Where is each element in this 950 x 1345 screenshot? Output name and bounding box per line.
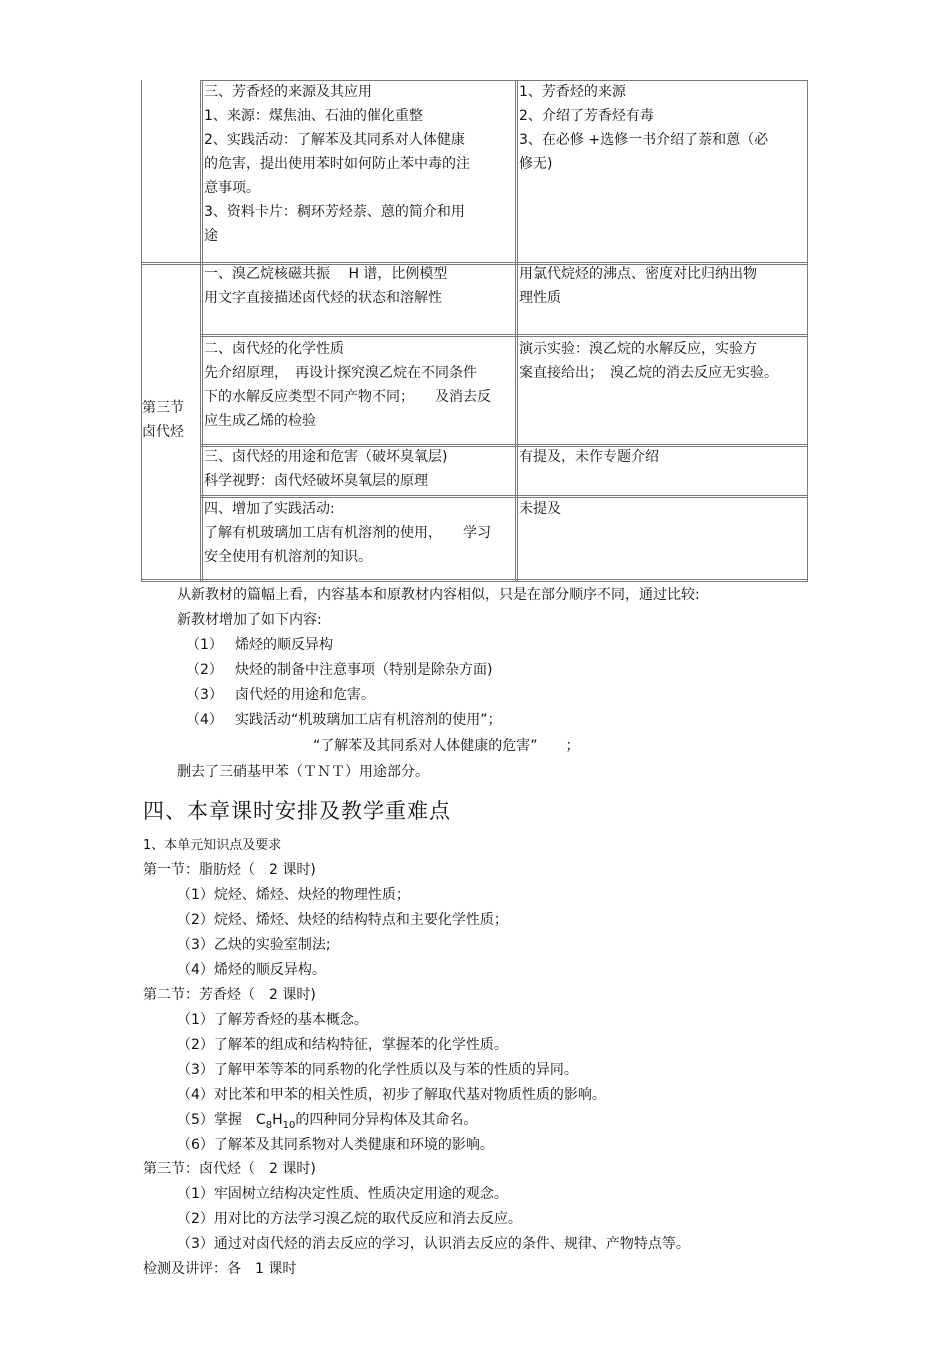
text-line: 应生成乙烯的检验 — [204, 413, 316, 429]
text-line: 科学视野：卤代烃破坏臭氧层的原理 — [204, 473, 428, 489]
text-line: 用氯代烷烃的沸点、密度对比归纳出物 — [519, 266, 757, 282]
list-item: 炔烃的制备中注意事项（特别是除杂方面) — [235, 662, 493, 678]
cell-row3-new — [204, 445, 447, 493]
list-item-formula — [177, 1110, 477, 1132]
list-item: （2）了解苯的组成和结构特征，掌握苯的化学性质。 — [177, 1037, 508, 1053]
cell-row4-new — [204, 497, 491, 569]
text-line: 2、实践活动：了解苯及其同系对人体健康 — [204, 132, 465, 148]
text-line: 的危害，提出使用苯时如何防止苯中毒的注 — [204, 156, 470, 172]
text-line: 未提及 — [519, 501, 561, 517]
summary-added-title: 新教材增加了如下内容: — [177, 612, 322, 628]
text-line: 二、卤代烃的化学性质 — [204, 341, 344, 357]
text-line: 安全使用有机溶剂的知识。 — [204, 549, 372, 565]
summary-removed: 删去了三硝基甲苯（ＴＮＴ）用途部分。 — [177, 764, 429, 780]
text-line: 1、芳香烃的来源 — [519, 84, 626, 100]
list-number: （2） — [186, 662, 223, 678]
text-line: 有提及，未作专题介绍 — [519, 449, 659, 465]
text-line: 2、介绍了芳香烃有毒 — [519, 108, 654, 124]
text-fragment: （5）掌握 C — [177, 1112, 266, 1128]
list-item: （6）了解苯及其同系物对人类健康和环境的影响。 — [177, 1137, 494, 1153]
subscript: 8 — [265, 1120, 273, 1131]
lesson-title: 第二节：芳香烃（ 2 课时) — [143, 987, 316, 1003]
text-line: 用文字直接描述卤代烃的状态和溶解性 — [204, 290, 442, 306]
text-line: 了解有机玻璃加工店有机溶剂的使用， 学习 — [204, 525, 491, 541]
list-item-continuation: “了解苯及其同系对人体健康的危害” ； — [313, 738, 580, 754]
subheading: 1、本单元知识点及要求 — [143, 838, 282, 853]
text-line: 第三节 — [142, 400, 184, 416]
text-line: 理性质 — [519, 290, 561, 306]
section3-label — [142, 396, 184, 444]
list-item: （3）乙炔的实验室制法; — [177, 937, 331, 953]
cell-row4-old — [519, 497, 561, 521]
subscript: 10 — [282, 1120, 296, 1131]
text-line: 先介绍原理， 再设计探究溴乙烷在不同条件 — [204, 365, 477, 381]
text-line: 下的水解反应类型不同产物不同； 及消去反 — [204, 389, 491, 405]
list-number: （1） — [186, 637, 223, 653]
lesson-title: 第一节：脂肪烃（ 2 课时) — [143, 862, 316, 878]
text-line: 案直接给出； 溴乙烷的消去反应无实验。 — [519, 365, 778, 381]
list-item: （2）用对比的方法学习溴乙烷的取代反应和消去反应。 — [177, 1211, 522, 1227]
text-line: 演示实验：溴乙烷的水解反应，实验方 — [519, 341, 757, 357]
list-item: （4）对比苯和甲苯的相关性质，初步了解取代基对物质性质的影响。 — [177, 1087, 606, 1103]
text-line: 途 — [204, 228, 218, 244]
list-item: （1）烷烃、烯烃、炔烃的物理性质； — [177, 887, 410, 903]
cell-aromatic-old — [519, 80, 768, 176]
list-number: （4） — [186, 712, 223, 728]
text-line: 三、卤代烃的用途和危害（破坏臭氧层) — [204, 449, 448, 465]
cell-row1-new — [204, 262, 447, 310]
list-item: （1）牢固树立结构决定性质、性质决定用途的观念。 — [177, 1186, 508, 1202]
text-fragment: H — [272, 1112, 283, 1128]
review-line: 检测及讲评：各 1 课时 — [143, 1261, 297, 1277]
text-line: 一、溴乙烷核磁共振 H 谱，比例模型 — [204, 266, 448, 282]
lesson-title: 第三节：卤代烃（ 2 课时) — [143, 1161, 316, 1177]
list-item: （3）了解甲苯等苯的同系物的化学性质以及与苯的性质的异同。 — [177, 1062, 578, 1078]
text-line: 修无) — [519, 156, 553, 172]
text-line: 四、增加了实践活动: — [204, 501, 335, 517]
list-item: （3）通过对卤代烃的消去反应的学习，认识消去反应的条件、规律、产物特点等。 — [177, 1236, 690, 1252]
text-line: 意事项。 — [204, 180, 260, 196]
list-item: 实践活动“机玻璃加工店有机溶剂的使用”； — [235, 712, 502, 728]
list-item: （1）了解芳香烃的基本概念。 — [177, 1012, 368, 1028]
cell-aromatic-new — [204, 80, 470, 248]
list-item: 烯烃的顺反异构 — [235, 637, 333, 653]
text-line: 卤代烃 — [142, 424, 184, 440]
cell-row3-old — [519, 445, 659, 469]
summary-intro: 从新教材的篇幅上看，内容基本和原教材内容相似，只是在部分顺序不同，通过比较: — [177, 587, 700, 603]
cell-row1-old — [519, 262, 757, 310]
list-number: （3） — [186, 687, 223, 703]
cell-row2-new — [204, 337, 491, 433]
cell-row2-old — [519, 337, 778, 385]
text-line: 3、在必修 +选修一书介绍了萘和蒽（必 — [519, 132, 769, 148]
text-line: 三、芳香烃的来源及其应用 — [204, 84, 372, 100]
text-line: 3、资料卡片：稠环芳烃萘、蒽的简介和用 — [204, 204, 465, 220]
text-fragment: 的四种同分异构体及其命名。 — [295, 1112, 478, 1128]
section-heading: 四、本章课时安排及教学重难点 — [143, 799, 451, 823]
list-item: （2）烷烃、烯烃、炔烃的结构特点和主要化学性质； — [177, 912, 508, 928]
list-item: （4）烯烃的顺反异构。 — [177, 962, 326, 978]
list-item: 卤代烃的用途和危害。 — [235, 687, 375, 703]
text-line: 1、来源：煤焦油、石油的催化重整 — [204, 108, 423, 124]
